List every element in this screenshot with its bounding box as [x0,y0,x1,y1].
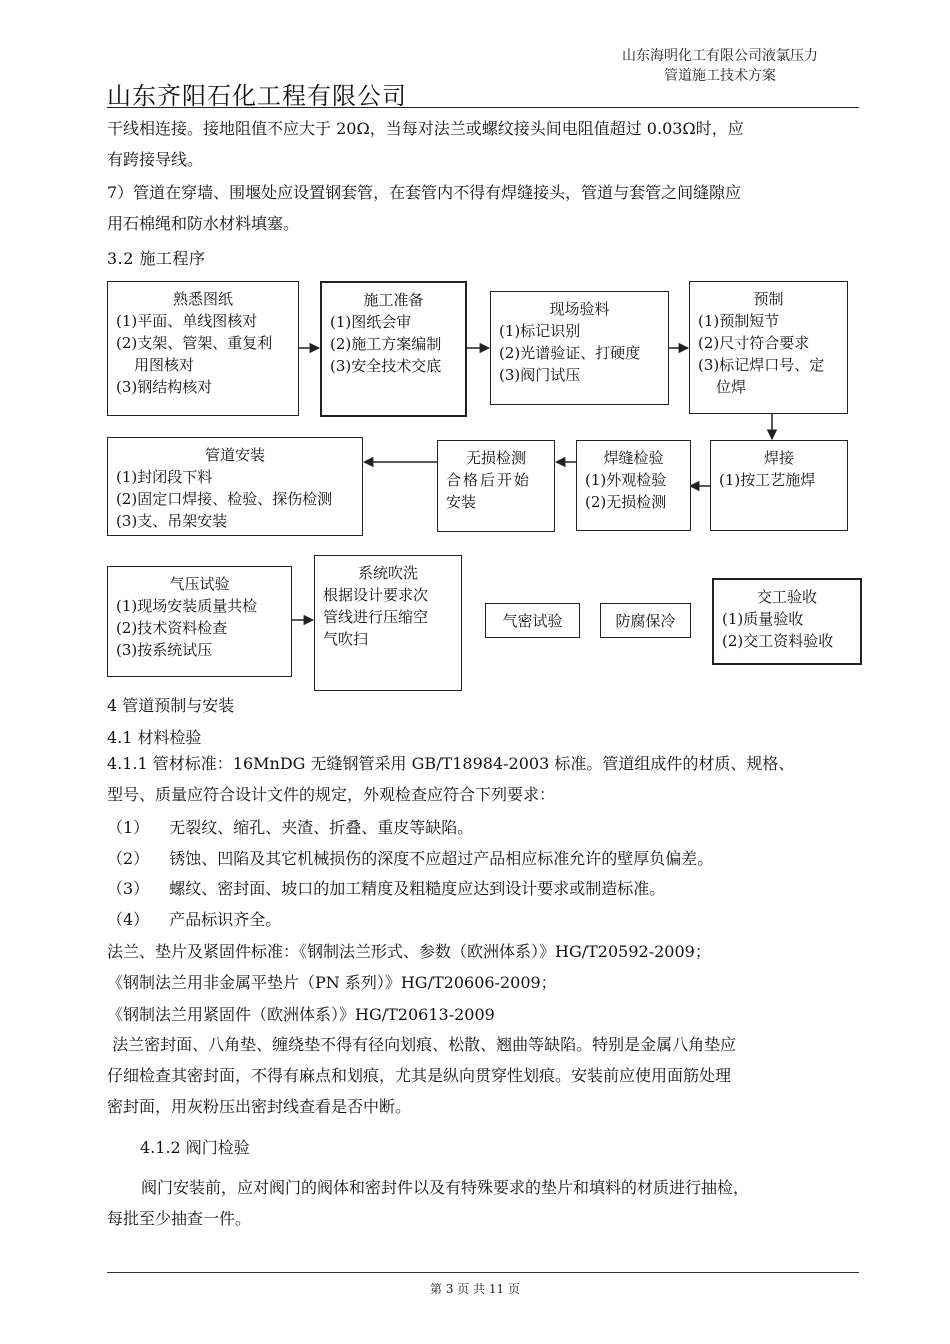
flange-para-line1: 法兰密封面、八角垫、缠绕垫不得有径向划痕、松散、翘曲等缺陷。特别是金属八角垫应 [107,1035,737,1054]
intro-p1-line2: 有跨接导线。 [107,150,204,169]
footer-rule [107,1272,859,1273]
flow-box-title: 无损检测 [465,449,526,467]
flow-box-line: (1)外观检验 [585,471,667,489]
flow-box-title: 施工准备 [363,291,424,309]
section-4-heading: 4 管道预制与安装 [107,696,235,715]
flow-box-leak-test [485,603,580,638]
flow-box-title: 熟悉图纸 [172,290,233,308]
flow-box-line: (3)支、吊架安装 [116,512,228,530]
flow-box-title: 气压试验 [169,575,230,593]
flow-box-read-drawings [107,281,299,416]
list-item-number: （3） [107,879,150,898]
flow-box-line: (3)钢结构核对 [116,378,213,396]
valve-para-line2: 每批至少抽查一件。 [107,1209,252,1228]
flow-box-material-check [490,291,669,405]
list-item [107,815,473,838]
flow-box-weld-inspection [576,440,691,531]
flow-box-line: (1)图纸会审 [330,313,412,331]
flow-box-ndt-pass [437,440,555,532]
flow-box-line: (2)交工资料验收 [722,632,834,650]
flow-box-title: 交工验收 [756,588,817,606]
list-item-number: （4） [107,910,150,929]
flow-box-line: (3)按系统试压 [116,641,213,659]
flow-box-line: 用图核对 [134,356,195,374]
flow-box-title: 管道安装 [204,446,265,464]
flange-standard-line1: 法兰、垫片及紧固件标准：《钢制法兰形式、参数（欧洲体系）》HG/T20592-2009； [107,942,711,961]
flow-box-line: (1)标记识别 [499,322,581,340]
flow-box-title: 现场验料 [549,300,610,318]
flange-para-line2: 仔细检查其密封面，不得有麻点和划痕，尤其是纵向贯穿性划痕。安装前应使用面筋处理 [107,1066,732,1085]
list-item-number: （1） [107,818,150,837]
list-item [107,876,665,899]
flow-box-title: 预制 [753,290,784,308]
flow-box-line: 根据设计要求次 [323,586,429,604]
flow-box-line: (2)尺寸符合要求 [698,334,810,352]
flow-box-welding [710,440,848,531]
flow-box-line: (3)标记焊口号、定 [698,356,825,374]
flow-box-line: 安装 [446,493,477,511]
flow-box-line: (2)施工方案编制 [330,335,442,353]
flange-para-line3: 密封面，用灰粉压出密封线查看是否中断。 [107,1097,412,1116]
intro-p1-line1: 干线相连接。接地阻值不应大于 20Ω，当每对法兰或螺纹接头间电阻值超过 0.03Ω时，应 [107,119,744,138]
intro-p2-line1: 7）管道在穿墙、围堰处应设置钢套管，在套管内不得有焊缝接头，管道与套管之间缝隙应 [107,183,742,202]
flow-box-line: (1)预制短节 [698,312,780,330]
flow-box-line: (3)安全技术交底 [330,357,442,375]
flow-box-line: (2)无损检测 [585,493,667,511]
section-3-2-heading: 3.2 施工程序 [107,249,206,268]
valve-para-line1: 阀门安装前，应对阀门的阀体和密封件以及有特殊要求的垫片和填料的材质进行抽检， [141,1178,750,1197]
s411-line2: 型号、质量应符合设计文件的规定，外观检查应符合下列要求： [107,785,556,804]
list-item-text: 产品标识齐全。 [169,910,282,929]
flow-box-line: (1)封闭段下料 [116,468,213,486]
flow-box-line: 管线进行压缩空 [323,608,429,626]
section-4-1-heading: 4.1 材料检验 [107,728,202,747]
flow-box-line: (1)质量验收 [722,610,804,628]
header-project-line2: 管道施工技术方案 [664,68,776,84]
s411-line1: 4.1.1 管材标准：16MnDG 无缝钢管采用 GB/T18984-2003 标准。管道组成件的材质、规格、 [107,754,795,773]
flow-box-title: 气密试验 [502,612,563,630]
flow-box-line: (2)支架、管架、重复利 [116,334,273,352]
flow-box-line: 合格后开始 [446,471,532,489]
flow-box-line: (2)固定口焊接、检验、探伤检测 [116,490,333,508]
flow-box-line: 位焊 [716,378,747,396]
flow-box-anticorrosion [600,603,691,638]
flow-box-line: 气吹扫 [323,630,369,648]
list-item-text: 螺纹、密封面、坡口的加工精度及粗糙度应达到设计要求或制造标准。 [169,879,666,898]
flow-box-line: (2)光谱验证、打硬度 [499,344,641,362]
page-number: 第 3 页 共 11 页 [430,1282,520,1296]
flange-standard-line3: 《钢制法兰用紧固件（欧洲体系）》HG/T20613-2009 [107,1005,495,1024]
flow-box-title: 防腐保冷 [615,612,676,630]
intro-p2-line2: 用石棉绳和防水材料填塞。 [107,214,300,233]
flow-box-construction-prep [320,281,467,417]
header-company: 山东齐阳石化工程有限公司 [107,82,407,110]
list-item [107,907,281,930]
flow-box-handover-acceptance [712,578,862,665]
flow-box-title: 焊接 [763,449,794,467]
list-item-number: （2） [107,849,150,868]
list-item-text: 锈蚀、凹陷及其它机械损伤的深度不应超过产品相应标准允许的壁厚负偏差。 [169,849,714,868]
flange-standard-line2: 《钢制法兰用非金属平垫片（PN 系列）》HG/T20606-2009； [107,973,557,992]
flow-box-pipe-installation [107,437,363,536]
flow-box-line: (2)技术资料检查 [116,619,228,637]
flow-box-system-purge [314,555,462,691]
flow-box-pressure-test [107,566,292,677]
section-4-1-2-heading: 4.1.2 阀门检验 [140,1138,250,1157]
flow-box-prefabrication [689,281,848,414]
header-project-line1: 山东海明化工有限公司液氯压力 [622,48,818,64]
flow-box-title: 系统吹洗 [357,564,418,582]
list-item [107,846,713,869]
flow-box-line: (1)平面、单线图核对 [116,312,258,330]
flow-box-line: (1)现场安装质量共检 [116,597,258,615]
list-item-text: 无裂纹、缩孔、夹渣、折叠、重皮等缺陷。 [169,818,474,837]
flow-box-title: 焊缝检验 [603,449,664,467]
flow-box-line: (1)按工艺施焊 [719,471,816,489]
flow-box-line: (3)阀门试压 [499,366,581,384]
